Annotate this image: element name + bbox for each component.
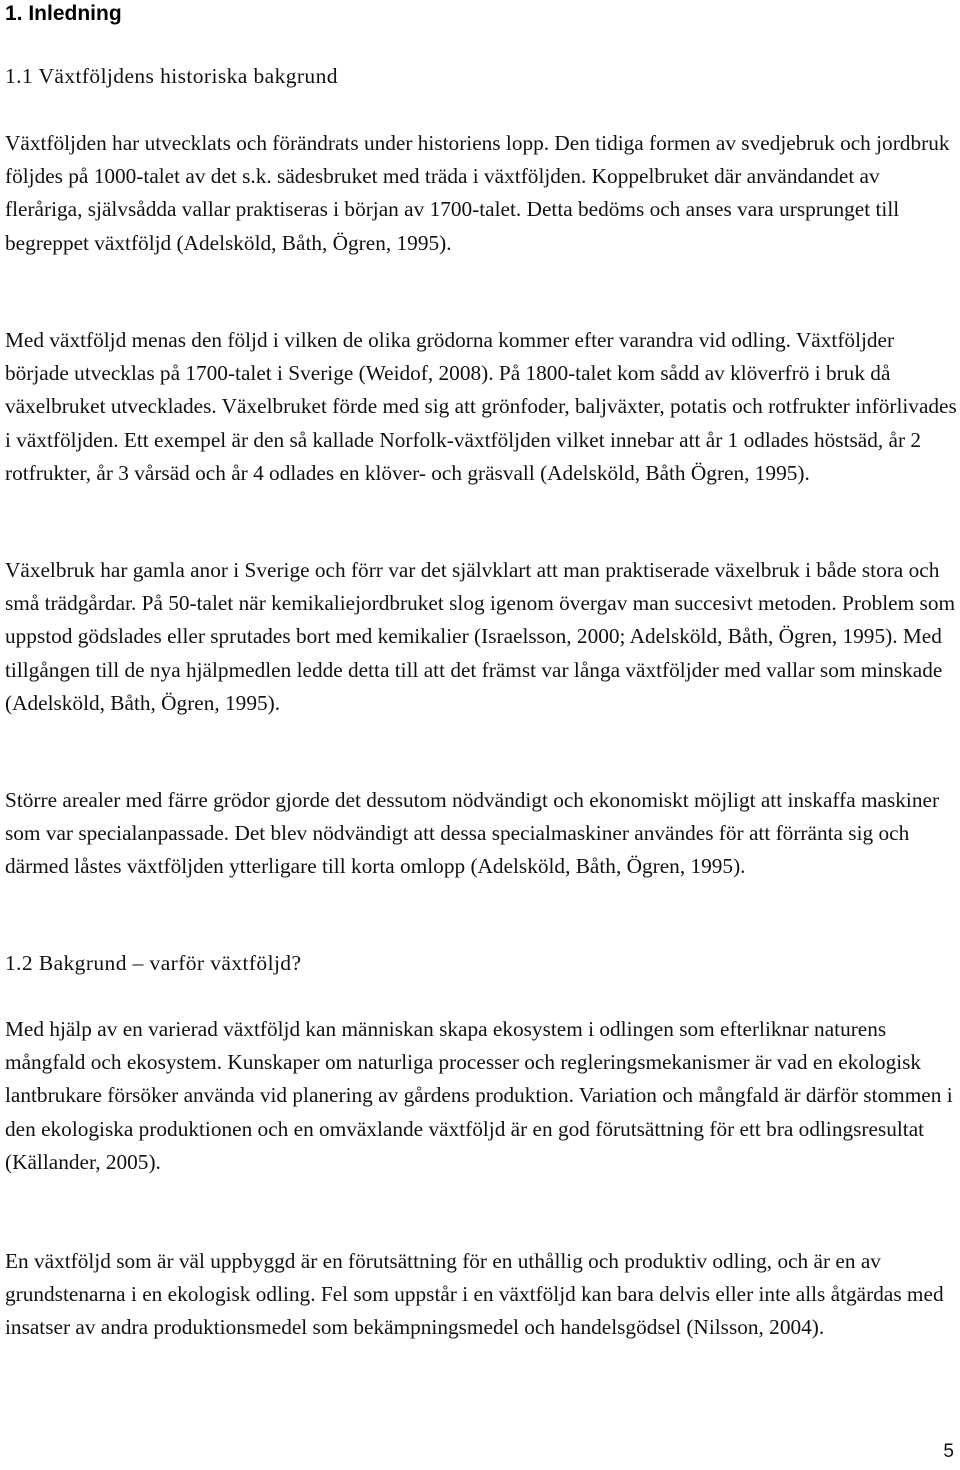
section-1-2-heading: 1.2 Bakgrund – varför växtföljd? (5, 951, 302, 975)
page-number: 5 (943, 1441, 954, 1462)
paragraph-history: Växtföljden har utvecklats och förändrats under historiens lopp. Den tidiga formen av svedjebruk och jordbruk följdes på 1000-talet av det s.k. sädesbruket med träda i växtföljden. Koppelbruket där användandet av fleråriga, självsådda vallar praktiseras i början av 1700-talet. Detta bedöms och anses vara ursprunget till begreppet växtföljd (Adelsköld, Båth, Ögren, 1995). (5, 131, 950, 255)
paragraph-definition: Med växtföljd menas den följd i vilken de olika grödorna kommer efter varandra vid odling. Växtföljder började utvecklas på 1700-talet i Sverige (Weidof, 2008). På 1800-talet kom sådd av klöverfrö i bruk då växelbruket utvecklades. Växelbruket förde med sig att grönfoder, baljväxter, potatis och rotfrukter införlivades i växtföljden. Ett exempel är den så kallade Norfolk-växtföljden vilket innebar att år 1 odlades höstsäd, år 2 rotfrukter, år 3 vårsäd och år 4 odlades en klöver- och gräsvall (Adelsköld, Båth Ögren, 1995). (5, 328, 957, 485)
paragraph-sustainability: En växtföljd som är väl uppbyggd är en förutsättning för en uthållig och produktiv odling, och är en av grundstenarna i en ekologisk odling. Fel som uppstår i en växtföljd kan bara delvis eller inte alls åtgärdas med insatser av andra produktionsmedel som bekämpningsmedel och handelsgödsel (Nilsson, 2004). (5, 1249, 944, 1340)
paragraph-ecosystem: Med hjälp av en varierad växtföljd kan människan skapa ekosystem i odlingen som efterliknar naturens mångfald och ekosystem. Kunskaper om naturliga processer och regleringsmekanismer är vad en ekologisk lantbrukare försöker använda vid planering av gårdens produktion. Variation och mångfald är därför stommen i den ekologiska produktionen och en omväxlande växtföljd är en god förutsättning för ett bra odlingsresultat (Källander, 2005). (5, 1017, 953, 1174)
paragraph-mechanization: Större arealer med färre grödor gjorde det dessutom nödvändigt och ekonomiskt möjligt att inskaffa maskiner som var specialanpassade. Det blev nödvändigt att dessa specialmaskiner användes för att förränta sig och därmed låstes växtföljden ytterligare till korta omlopp (Adelsköld, Båth, Ögren, 1995). (5, 788, 940, 879)
paragraph-crop-rotation-tradition: Växelbruk har gamla anor i Sverige och förr var det självklart att man praktiserade växelbruk i både stora och små trädgårdar. På 50-talet när kemikaliejordbruket slog igenom övergav man succesivt metoden. Problem som uppstod gödslades eller sprutades bort med kemikalier (Israelsson, 2000; Adelsköld, Båth, Ögren, 1995). Med tillgången till de nya hjälpmedlen ledde detta till att det främst var långa växtföljder med vallar som minskade (Adelsköld, Båth, Ögren, 1995). (5, 558, 956, 715)
chapter-heading: 1. Inledning (5, 2, 122, 25)
section-1-1-heading: 1.1 Växtföljdens historiska bakgrund (5, 64, 338, 88)
